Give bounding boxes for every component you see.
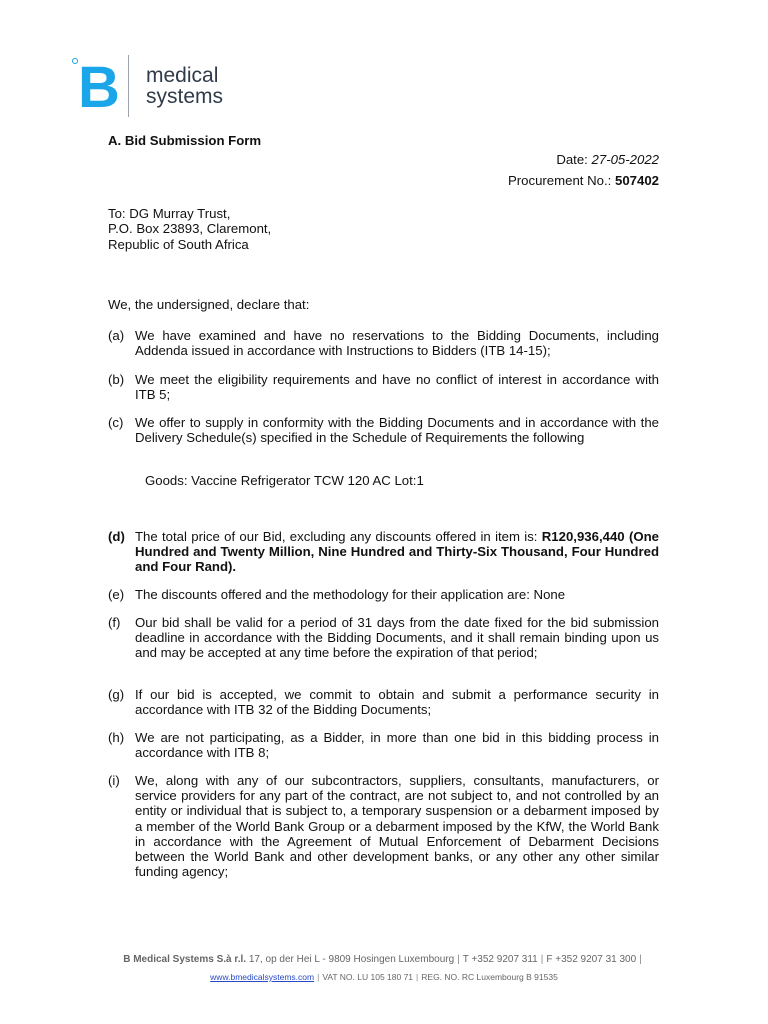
logo-letter: B: [78, 55, 119, 120]
date-label: Date:: [556, 152, 588, 167]
footer-company: B Medical Systems S.à r.l.: [123, 954, 247, 965]
address-line-3: Republic of South Africa: [108, 237, 249, 252]
item-h-text: We are not participating, as a Bidder, in more than one bid in this bidding process in accordance with ITB 8;: [135, 730, 659, 761]
item-a-label: (a): [108, 328, 125, 343]
logo-word-systems: systems: [146, 85, 224, 108]
item-d-label: (d): [108, 529, 125, 544]
procurement-label: Procurement No.:: [507, 173, 612, 188]
footer-reg: REG. NO. RC Luxembourg B 91535: [421, 972, 558, 982]
footer-fax: F +352 9207 31 300: [546, 954, 637, 965]
item-d-amount-words: (One Hundred and Twenty Million, Nine Hundred and Thirty-Six Thousand, Four Hundred and Four Rand).: [135, 529, 660, 575]
date-value: 27-05-2022: [591, 152, 659, 167]
section-title: A. Bid Submission Form: [108, 133, 262, 148]
address-line-2: P.O. Box 23893, Claremont,: [108, 221, 272, 236]
item-b-text: We meet the eligibility requirements and have no conflict of interest in accordance with ITB 5;: [135, 372, 659, 403]
item-c-goods: Goods: Vaccine Refrigerator TCW 120 AC Lot:1: [145, 473, 424, 488]
logo-wordmark: [146, 65, 223, 107]
item-c-text: We offer to supply in conformity with the Bidding Documents and in accordance with the Delivery Schedule(s) specified in the Schedule of Requirements the following: [135, 415, 659, 446]
item-h-label: (h): [108, 730, 125, 745]
item-e-text: The discounts offered and the methodology for their application are: None: [135, 587, 566, 602]
declaration-intro: We, the undersigned, declare that:: [108, 297, 310, 312]
footer-website-link[interactable]: www.bmedicalsystems.com: [210, 972, 315, 982]
item-d-amount: R120,936,440: [541, 529, 625, 544]
footer-vat: VAT NO. LU 105 180 71: [322, 972, 414, 982]
footer-company-line: B Medical Systems S.à r.l. 17, op der Hei L - 9809 Hosingen Luxembourg | T +352 9207 311 | F +352 9207 31 300 |: [123, 954, 642, 965]
item-d-text: [135, 529, 659, 575]
footer-phone: T +352 9207 311: [462, 954, 538, 965]
item-a-text: We have examined and have no reservations to the Bidding Documents, including Addenda issued in accordance with Instructions to Bidders (ITB 14-15);: [135, 328, 659, 359]
item-b-label: (b): [108, 372, 125, 387]
logo-word-medical: medical: [146, 64, 219, 87]
item-f-label: (f): [108, 615, 121, 630]
address-line-1: To: DG Murray Trust,: [108, 206, 231, 221]
footer-address: 17, op der Hei L - 9809 Hosingen Luxembourg: [248, 954, 455, 965]
item-i-text: We, along with any of our subcontractors, suppliers, consultants, manufacturers, or service providers for any part of the contract, are not subject to, and not controlled by an entity or individual that is subject to, a temporary suspension or a debarment imposed by a member of the World Bank Group or a debarment imposed by the KfW, the World Bank in accordance with the Agreement of Mutual Enforcement of Debarment Decisions between the World Bank and other development banks, or any other any other similar funding agency;: [135, 773, 659, 880]
item-g-label: (g): [108, 687, 125, 702]
company-logo: [72, 55, 242, 120]
item-e-label: (e): [108, 587, 125, 602]
item-c-label: (c): [108, 415, 124, 430]
item-d-description: The total price of our Bid, excluding any discounts offered in item is:: [135, 529, 538, 544]
procurement-line: [508, 173, 659, 188]
footer-registration-line: www.bmedicalsystems.com | VAT NO. LU 105 180 71 | REG. NO. RC Luxembourg B 91535: [210, 972, 558, 982]
date-line: [556, 152, 659, 167]
procurement-number: 507402: [614, 173, 659, 188]
item-i-label: (i): [108, 773, 120, 788]
item-g-text: If our bid is accepted, we commit to obtain and submit a performance security in accordance with ITB 32 of the Bidding Documents;: [135, 687, 659, 718]
item-f-text: Our bid shall be valid for a period of 31 days from the date fixed for the bid submission deadline in accordance with the Bidding Documents, and it shall remain binding upon us and may be accepted at any time before the expiration of that period;: [135, 615, 659, 661]
logo-divider: [128, 55, 129, 117]
